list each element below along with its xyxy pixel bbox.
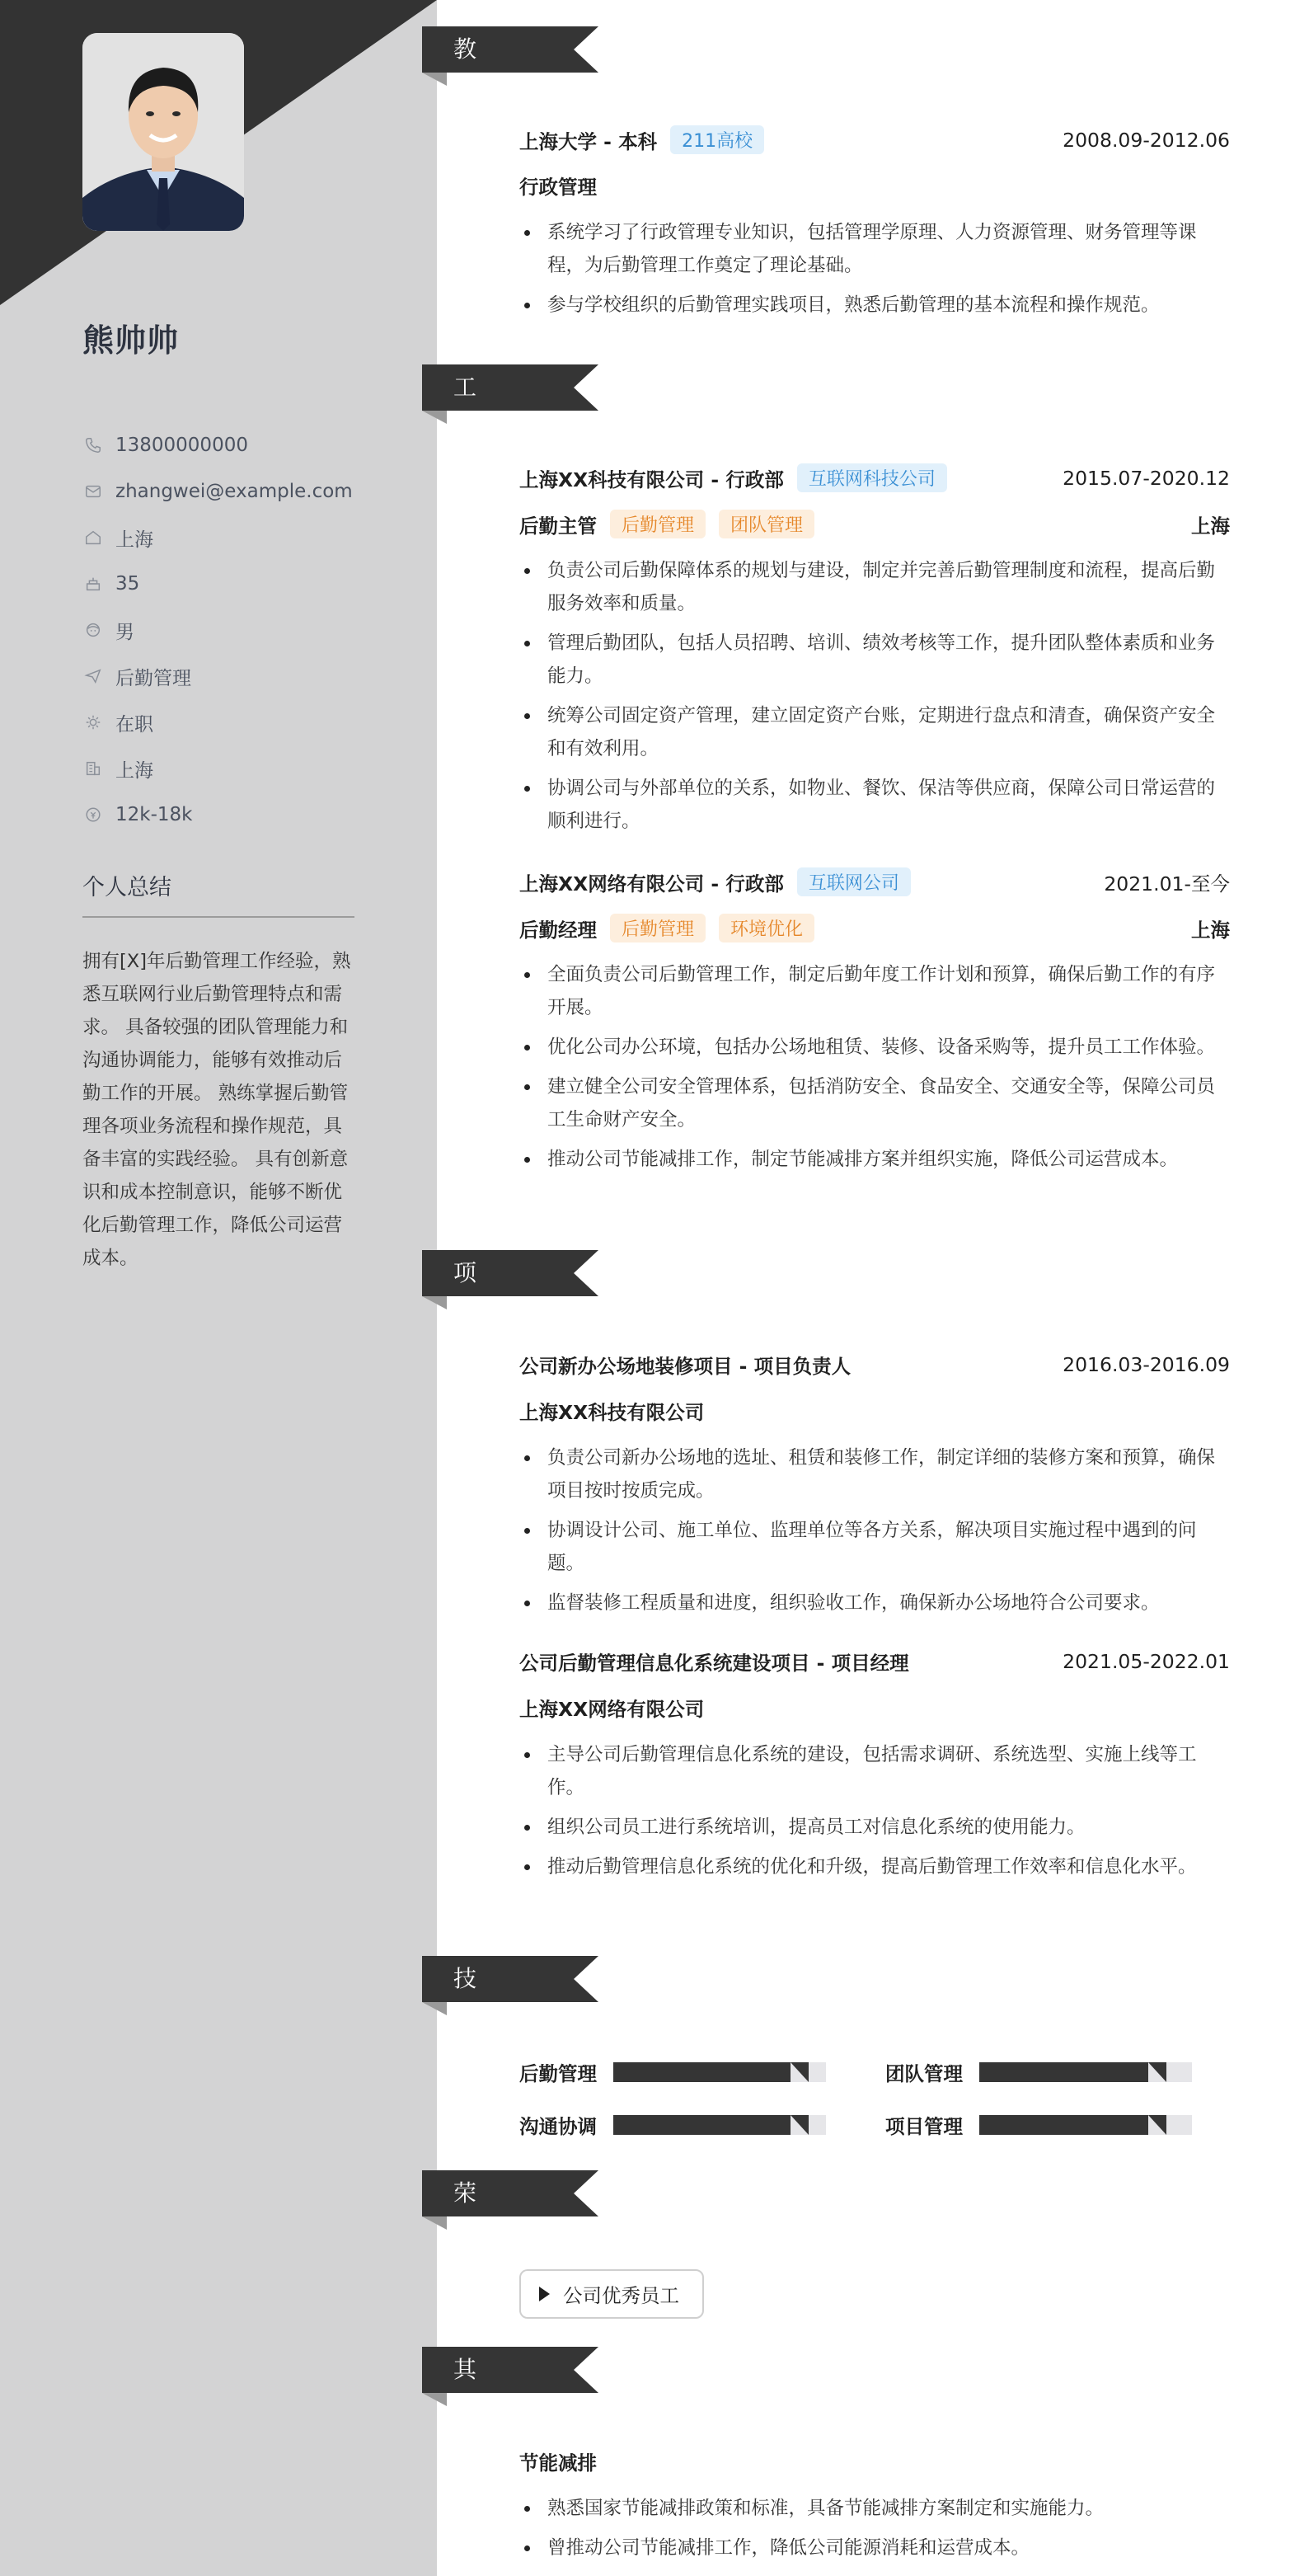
work-1-role-row	[519, 510, 1230, 538]
project-2-bullets	[519, 1738, 1230, 1890]
list-item: 熟悉国家节能减排政策和标准，具备节能减排方案制定和实施能力。	[519, 2492, 1230, 2525]
company-name: 上海XX网络有限公司 - 行政部	[519, 872, 784, 895]
job-role: 后勤经理	[519, 918, 597, 942]
company-name: 上海XX科技有限公司 - 行政部	[519, 468, 784, 491]
skill-name: 项目管理	[885, 2115, 963, 2138]
coin-icon	[82, 804, 104, 825]
education-bullets	[519, 216, 1230, 328]
work-2-role-row	[519, 914, 1230, 942]
award-badge: 公司优秀员工	[519, 2269, 704, 2319]
project-2-company-row	[519, 1694, 1230, 1722]
skill-item	[519, 2058, 826, 2086]
school-name: 上海大学 - 本科	[519, 129, 658, 153]
contact-age: 35	[82, 561, 353, 607]
list-item: 推动公司节能减排工作，制定节能减排方案并组织实施，降低公司运营成本。	[519, 1143, 1230, 1176]
mail-icon	[82, 481, 104, 502]
sidebar	[0, 0, 437, 2576]
building-icon	[82, 758, 104, 779]
section-title: 项目经历	[453, 1259, 478, 1425]
contact-email: zhangwei@example.com	[82, 468, 353, 515]
summary-divider	[82, 916, 354, 918]
list-item: 负责公司新办公场地的选址、租赁和装修工作，制定详细的装修方案和预算，确保项目按时按质完成。	[519, 1441, 1230, 1507]
list-item: 系统学习了行政管理专业知识，包括管理学原理、人力资源管理、财务管理等课程，为后勤管理工作奠定了理论基础。	[519, 216, 1230, 282]
list-item: 推动后勤管理信息化系统的优化和升级，提高后勤管理工作效率和信息化水平。	[519, 1850, 1230, 1883]
contact-city: 上海	[82, 745, 353, 792]
list-item: 参与学校组织的后勤管理实践项目，熟悉后勤管理的基本流程和操作规范。	[519, 289, 1230, 322]
play-icon	[539, 2287, 550, 2301]
work-2-bullets	[519, 958, 1230, 1182]
status-icon	[82, 712, 104, 733]
contact-gender: 男	[82, 607, 353, 653]
section-title: 工作经历	[453, 374, 478, 539]
work-2-header-row	[519, 867, 1230, 896]
skill-name: 团队管理	[885, 2062, 963, 2085]
list-item: 曾推动公司节能减排工作，降低公司能源消耗和运营成本。	[519, 2531, 1230, 2564]
skill-bar	[613, 2115, 826, 2135]
role-tag: 团队管理	[719, 510, 814, 538]
list-item: 统筹公司固定资产管理，建立固定资产台账，定期进行盘点和清查，确保资产安全和有效利用。	[519, 699, 1230, 765]
contact-location: 上海	[82, 515, 353, 561]
education-date: 2008.09-2012.06	[1063, 128, 1230, 152]
list-item: 协调设计公司、施工单位、监理单位等各方关系，解决项目实施过程中遇到的问题。	[519, 1514, 1230, 1580]
list-item: 监督装修工程质量和进度，组织验收工作，确保新办公场地符合公司要求。	[519, 1586, 1230, 1619]
list-item: 主导公司后勤管理信息化系统的建设，包括需求调研、系统选型、实施上线等工作。	[519, 1738, 1230, 1804]
work-city: 上海	[1191, 918, 1230, 942]
education-major-row	[519, 172, 1230, 200]
list-item: 全面负责公司后勤管理工作，制定后勤年度工作计划和预算，确保后勤工作的有序开展。	[519, 958, 1230, 1024]
section-title: 荣誉奖项	[453, 2179, 478, 2345]
summary-text: 拥有[X]年后勤管理工作经验，熟悉互联网行业后勤管理特点和需求。 具备较强的团队管理能力和沟通协调能力，能够有效推动后勤工作的开展。 熟练掌握后勤管理各项业务流程和操作规范，具备丰富的实践经验。 具有创新意识和成本控制意识，能够不断优化后勤管理工作，降低公司运营成本。	[82, 951, 351, 1269]
skill-bar	[979, 2115, 1192, 2135]
section-title: 其他信息	[453, 2356, 478, 2522]
list-item: 优化公司办公环境，包括办公场地租赁、装修、设备采购等，提升员工工作体验。	[519, 1031, 1230, 1064]
company-tag: 互联网科技公司	[797, 463, 947, 492]
work-city: 上海	[1191, 514, 1230, 538]
project-date: 2021.05-2022.01	[1063, 1650, 1230, 1673]
contact-phone: 13800000000	[82, 422, 353, 468]
work-1-header-row	[519, 463, 1230, 492]
gender-icon	[82, 619, 104, 641]
role-tag: 环境优化	[719, 914, 814, 942]
contact-position: 后勤管理	[82, 653, 353, 699]
work-1-bullets	[519, 554, 1230, 844]
skill-item	[885, 2111, 1192, 2139]
project-date: 2016.03-2016.09	[1063, 1353, 1230, 1376]
other-title-row	[519, 2447, 1230, 2475]
work-date: 2021.01-至今	[1104, 872, 1230, 895]
project-company: 上海XX科技有限公司	[519, 1401, 705, 1424]
project-title: 公司新办公场地装修项目 - 项目负责人	[519, 1355, 852, 1378]
cake-icon	[82, 573, 104, 595]
phone-icon	[82, 435, 104, 456]
role-tag: 后勤管理	[610, 510, 706, 538]
skill-item	[885, 2058, 1192, 2086]
list-item: 建立健全公司安全管理体系，包括消防安全、食品安全、交通安全等，保障公司员工生命财产安全。	[519, 1070, 1230, 1136]
contact-salary: 12k-18k	[82, 792, 353, 838]
education-header-row	[519, 125, 1230, 154]
skill-item	[519, 2111, 826, 2139]
company-tag: 互联网公司	[797, 867, 911, 896]
major: 行政管理	[519, 176, 597, 199]
skill-bar	[613, 2062, 826, 2082]
send-icon	[82, 665, 104, 687]
candidate-name: 熊帅帅	[82, 322, 180, 359]
skill-name: 后勤管理	[519, 2062, 597, 2085]
section-title: 技能专长	[453, 1965, 478, 2131]
section-title: 教育经历	[453, 35, 478, 201]
other-title: 节能减排	[519, 2451, 597, 2475]
summary-title: 个人总结	[82, 875, 171, 900]
list-item: 组织公司员工进行系统培训，提高员工对信息化系统的使用能力。	[519, 1811, 1230, 1844]
school-tag: 211高校	[670, 125, 764, 154]
work-date: 2015.07-2020.12	[1063, 466, 1230, 490]
skill-bar	[979, 2062, 1192, 2082]
list-item: 管理后勤团队，包括人员招聘、培训、绩效考核等工作，提升团队整体素质和业务能力。	[519, 627, 1230, 693]
project-1-company-row	[519, 1397, 1230, 1425]
project-1-bullets	[519, 1441, 1230, 1626]
job-role: 后勤主管	[519, 514, 597, 538]
list-item: 协调公司与外部单位的关系，如物业、餐饮、保洁等供应商，保障公司日常运营的顺利进行。	[519, 772, 1230, 838]
contact-list	[82, 422, 353, 838]
project-2-header-row	[519, 1648, 1230, 1676]
project-title: 公司后勤管理信息化系统建设项目 - 项目经理	[519, 1652, 909, 1675]
home-icon	[82, 527, 104, 548]
other-bullets	[519, 2492, 1230, 2571]
list-item: 负责公司后勤保障体系的规划与建设，制定并完善后勤管理制度和流程，提高后勤服务效率和质量。	[519, 554, 1230, 620]
avatar	[82, 33, 244, 231]
skill-name: 沟通协调	[519, 2115, 597, 2138]
project-company: 上海XX网络有限公司	[519, 1698, 705, 1721]
contact-status: 在职	[82, 699, 353, 745]
role-tag: 后勤管理	[610, 914, 706, 942]
project-1-header-row	[519, 1351, 1230, 1379]
